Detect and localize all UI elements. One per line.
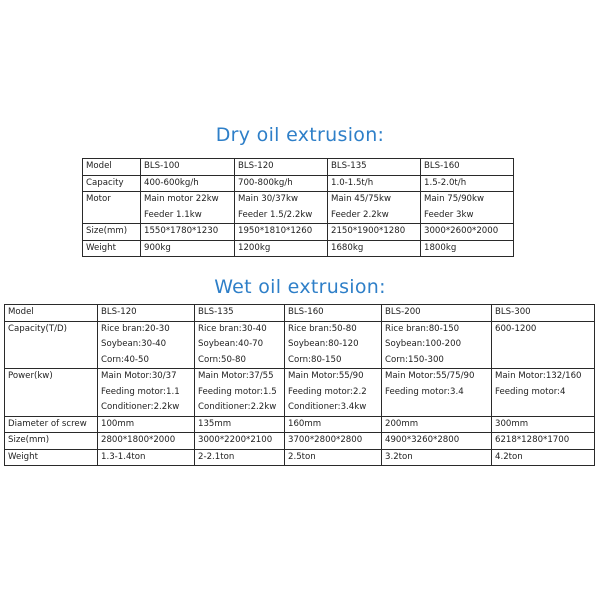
wet-table-cell [98,433,195,450]
wet-table-cell [492,305,595,322]
wet-table-row [5,416,595,433]
dry-oil-extrusion-heading: Dry oil extrusion: [215,124,385,146]
wet-table-cell-line: 300mm [495,418,529,429]
dry-table-cell [141,175,235,192]
wet-table-cell-line: Soybean:40-70 [198,339,264,349]
wet-table-cell [285,433,382,450]
wet-oil-extrusion-table [4,304,595,466]
wet-table-cell [492,433,595,450]
dry-table-cell [421,192,514,224]
wet-table-cell-line: 160mm [288,418,322,429]
dry-table-cell [328,159,421,176]
wet-table-row-label: Power(kw) [5,369,98,417]
dry-table-cell-line: 1680kg [331,242,364,253]
wet-table-cell-line: Main Motor:55/75/90 [385,371,475,381]
dry-table-row [83,192,514,224]
dry-table-row-label: Model [83,159,141,176]
wet-table-cell [382,416,492,433]
wet-table-cell [98,305,195,322]
dry-table-row [83,224,514,241]
dry-table-cell [141,159,235,176]
wet-table-cell-line: Feeding motor:4 [495,386,566,397]
wet-table-cell-line: 600-1200 [495,323,537,334]
wet-table-cell-line: Feeding motor:1.5 [198,386,277,397]
wet-table-cell [98,321,195,369]
wet-table-cell-line: BLS-135 [198,307,234,317]
wet-table-row [5,321,595,369]
wet-table-cell-line: BLS-200 [385,307,421,317]
dry-table-cell-line: Feeder 2.2kw [331,209,389,220]
dry-table-cell-line: 700-800kg/h [238,177,293,188]
wet-table-cell-line: Feeding motor:1.1 [101,386,180,397]
wet-table-cell [492,369,595,417]
dry-table-cell-line: 1800kg [424,242,457,253]
dry-table-row [83,175,514,192]
dry-table-cell [421,175,514,192]
dry-table-cell [328,224,421,241]
wet-table-cell-line: Soybean:30-40 [101,339,167,349]
wet-table-cell-line: Rice bran:80-150 [385,323,460,334]
wet-table-cell-line: Main Motor:30/37 [101,371,177,381]
dry-table-cell [235,175,328,192]
wet-table-cell [195,416,285,433]
dry-table-cell [235,240,328,257]
dry-table-cell-line: BLS-120 [238,161,274,171]
wet-table-cell [195,433,285,450]
dry-table-cell [235,224,328,241]
wet-table-cell-line: 2.5ton [288,451,316,462]
wet-table-cell-line: 2800*1800*2000 [101,435,176,445]
dry-table-cell [141,192,235,224]
dry-table-cell [328,240,421,257]
wet-table-row-label: Diameter of screw [5,416,98,433]
wet-table-row-label: Size(mm) [5,433,98,450]
wet-oil-extrusion-heading: Wet oil extrusion: [214,276,386,298]
wet-table-cell-line: 3.2ton [385,451,413,462]
dry-oil-extrusion-table [82,158,514,257]
dry-table-cell [141,224,235,241]
wet-table-cell-line: Rice bran:20-30 [101,323,170,334]
wet-table-cell [492,321,595,369]
wet-table-row-label: Capacity(T/D) [5,321,98,369]
wet-table-row [5,449,595,466]
wet-table-cell [382,369,492,417]
dry-table-cell-line: 1.0-1.5t/h [331,177,374,188]
dry-table-cell-line: 1950*1810*1260 [238,226,313,236]
wet-table-cell-line: Main Motor:37/55 [198,371,274,381]
dry-table-cell-line: BLS-100 [144,161,180,171]
wet-table-cell-line: 6218*1280*1700 [495,435,570,445]
wet-table-cell-line: Conditioner:2.2kw [101,402,180,412]
wet-table-cell-line: Feeding motor:3.4 [385,386,464,397]
dry-table-row-label: Weight [83,240,141,257]
dry-table-cell-line: BLS-160 [424,161,460,171]
dry-table-cell [421,240,514,257]
wet-table-cell [285,416,382,433]
wet-table-cell-line: Feeding motor:2.2 [288,386,367,397]
wet-table-cell [98,449,195,466]
wet-table-cell [195,305,285,322]
wet-table-cell [195,449,285,466]
wet-table-cell-line: BLS-300 [495,307,531,317]
dry-table-cell [328,175,421,192]
wet-table-cell [382,433,492,450]
wet-table-cell-line: Soybean:80-120 [288,339,359,349]
dry-table-cell-line: 3000*2600*2000 [424,226,499,236]
dry-table-cell-line: Main 45/75kw [331,194,392,204]
wet-table-cell [382,321,492,369]
dry-table-cell-line: 1.5-2.0t/h [424,177,467,188]
wet-table-cell [382,305,492,322]
wet-table-cell [285,369,382,417]
wet-table-cell [195,321,285,369]
wet-table-cell-line: 3700*2800*2800 [288,435,363,445]
wet-table-row [5,433,595,450]
wet-table-row-label: Weight [5,449,98,466]
dry-table-cell [421,159,514,176]
wet-table-cell-line: 3000*2200*2100 [198,435,273,445]
wet-table-cell [285,321,382,369]
wet-table-cell-line: Rice bran:50-80 [288,323,357,334]
dry-table-cell [235,159,328,176]
wet-table-cell-line: Corn:80-150 [288,354,342,365]
dry-table-cell [141,240,235,257]
wet-table-cell [98,369,195,417]
dry-table-row-label: Size(mm) [83,224,141,241]
wet-table-cell-line: Rice bran:30-40 [198,323,267,334]
wet-table-row [5,305,595,322]
wet-table-cell [492,449,595,466]
wet-table-cell [492,416,595,433]
wet-table-cell [285,305,382,322]
wet-table-cell [382,449,492,466]
wet-table-cell-line: 200mm [385,418,419,429]
wet-table-cell-line: BLS-160 [288,307,324,317]
dry-table-cell-line: Main 75/90kw [424,194,485,204]
dry-table-cell-line: 400-600kg/h [144,177,199,188]
dry-table-cell-line: 900kg [144,242,171,253]
wet-table-cell-line: 2-2.1ton [198,451,235,462]
wet-table-cell-line: Corn:50-80 [198,354,246,365]
wet-table-cell-line: 1.3-1.4ton [101,451,146,462]
dry-table-cell-line: Feeder 3kw [424,209,474,220]
dry-table-row [83,240,514,257]
dry-table-cell [421,224,514,241]
wet-table-cell-line: Corn:40-50 [101,354,149,365]
wet-table-cell-line: Soybean:100-200 [385,339,462,349]
wet-table-cell [285,449,382,466]
wet-table-cell [195,369,285,417]
wet-table-cell-line: BLS-120 [101,307,137,317]
dry-table-cell-line: 2150*1900*1280 [331,226,406,236]
wet-table-row [5,369,595,417]
wet-table-cell-line: 100mm [101,418,135,429]
dry-table-cell-line: Main motor 22kw [144,194,219,204]
dry-table-row-label: Motor [83,192,141,224]
dry-table-cell [328,192,421,224]
wet-table-cell-line: Conditioner:3.4kw [288,402,367,412]
wet-table-cell-line: Main Motor:132/160 [495,371,582,381]
wet-table-cell-line: Corn:150-300 [385,354,444,365]
dry-table-cell-line: 1550*1780*1230 [144,226,219,236]
dry-table-row-label: Capacity [83,175,141,192]
wet-table-cell-line: Conditioner:2.2kw [198,402,277,412]
wet-table-row-label: Model [5,305,98,322]
dry-table-cell-line: Feeder 1.5/2.2kw [238,209,313,220]
dry-table-cell-line: Main 30/37kw [238,194,299,204]
wet-table-cell-line: Main Motor:55/90 [288,371,364,381]
wet-table-cell [98,416,195,433]
dry-table-cell-line: BLS-135 [331,161,367,171]
dry-table-cell [235,192,328,224]
dry-table-cell-line: Feeder 1.1kw [144,209,202,220]
wet-table-cell-line: 4.2ton [495,451,523,462]
dry-table-cell-line: 1200kg [238,242,271,253]
wet-table-cell-line: 4900*3260*2800 [385,435,460,445]
dry-table-row [83,159,514,176]
wet-table-cell-line: 135mm [198,418,232,429]
